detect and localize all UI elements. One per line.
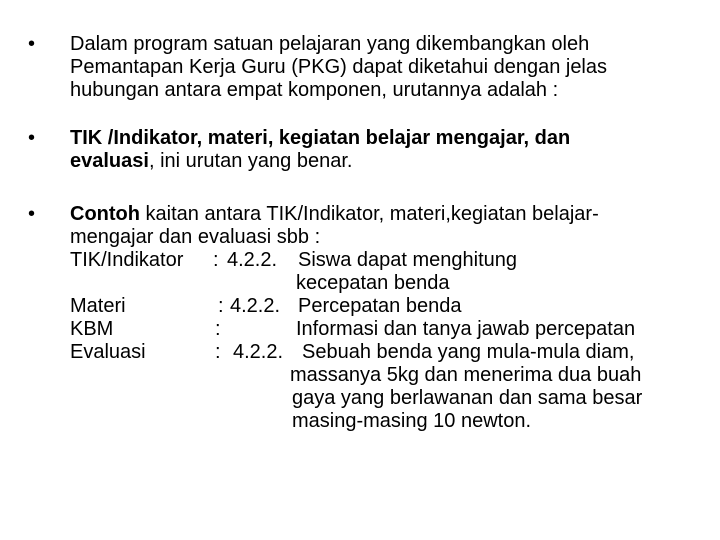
order-bold-word: evaluasi	[70, 150, 149, 172]
row-continuation: massanya 5kg dan menerima dua buah	[290, 364, 642, 386]
row-separator: :	[218, 295, 224, 317]
example-row-evaluasi-cont-2	[70, 387, 690, 410]
row-continuation: gaya yang berlawanan dan sama besar	[292, 387, 643, 409]
bullet-icon: •	[28, 33, 36, 55]
bullet-item-example	[28, 203, 690, 433]
row-continuation: kecepatan benda	[296, 272, 450, 294]
row-label: Materi	[70, 295, 126, 317]
row-label: TIK/Indikator	[70, 249, 184, 271]
order-line-2	[70, 150, 690, 173]
row-separator: :	[213, 249, 219, 271]
row-label: Evaluasi	[70, 341, 146, 363]
example-row-materi	[70, 295, 690, 318]
order-normal-text: , ini urutan yang benar.	[148, 150, 353, 172]
example-row-tik	[70, 249, 690, 272]
order-line-1: TIK /Indikator, materi, kegiatan belajar mengajar, dan	[70, 127, 571, 149]
example-row-tik-cont	[70, 272, 690, 295]
row-number: 4.2.2.	[227, 249, 278, 271]
bullet-icon: •	[28, 127, 36, 149]
intro-line-3: hubungan antara empat komponen, urutannya adalah :	[70, 79, 559, 101]
example-line-1	[70, 203, 690, 226]
row-text: Sebuah benda yang mula-mula diam,	[302, 341, 635, 363]
example-row-kbm	[70, 318, 690, 341]
intro-line-1: Dalam program satuan pelajaran yang dikembangkan oleh	[70, 33, 590, 55]
bullet-icon: •	[28, 203, 36, 225]
example-row-evaluasi	[70, 341, 690, 364]
row-number: 4.2.2.	[233, 341, 284, 363]
example-bold-word: Contoh	[70, 203, 140, 225]
row-label: KBM	[70, 318, 114, 340]
row-text: Percepatan benda	[298, 295, 462, 317]
row-separator: :	[215, 341, 221, 363]
example-row-evaluasi-cont-3	[70, 410, 690, 433]
bullet-item-order	[28, 127, 690, 173]
example-row-evaluasi-cont-1	[70, 364, 690, 387]
intro-line-2: Pemantapan Kerja Guru (PKG) dapat diketahui dengan jelas	[70, 56, 608, 78]
row-text: Siswa dapat menghitung	[298, 249, 518, 271]
row-number: 4.2.2.	[230, 295, 281, 317]
row-text: Informasi dan tanya jawab percepatan	[296, 318, 636, 340]
row-separator: :	[215, 318, 221, 340]
row-continuation: masing-masing 10 newton.	[292, 410, 532, 432]
example-line-1-rest: kaitan antara TIK/Indikator, materi,kegiatan belajar-	[139, 203, 599, 225]
example-line-2: mengajar dan evaluasi sbb :	[70, 226, 321, 248]
bullet-item-intro	[28, 33, 690, 102]
